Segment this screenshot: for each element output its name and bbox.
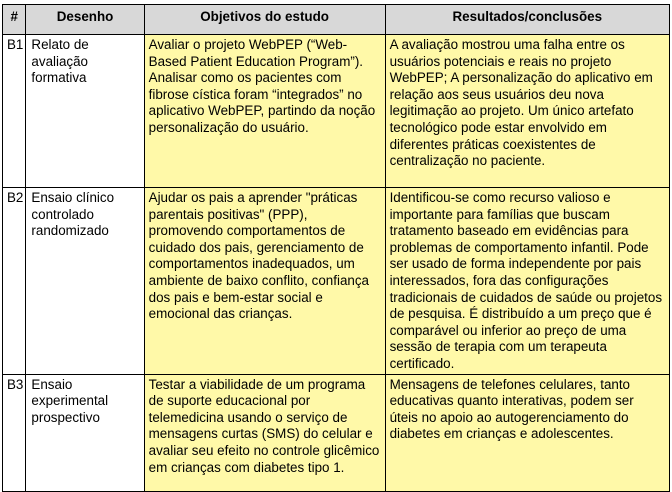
- row-results: A avaliação mostrou uma falha entre os usuários potenciais e reais no projeto WebPEP; A personalização do aplicativo em relação aos seus usuários deu nova legitimação ao projeto. Um único artefato tecnológico pode estar envolvido em diferentes práticas coexistentes de centralização no paciente.: [385, 35, 669, 188]
- table-row: [3, 374, 670, 491]
- row-objectives: Testar a viabilidade de um programa de suporte educacional por telemedicina usando o serviço de mensagens curtas (SMS) do celular e avaliar seu efeito no controle glicêmico em crianças com diabetes tipo 1.: [144, 374, 385, 491]
- row-id: B3: [3, 374, 26, 491]
- header-design: Desenho: [26, 5, 144, 35]
- row-results: Mensagens de telefones celulares, tanto educativas quanto interativas, podem ser úteis no apoio ao autogerenciamento do diabetes em crianças e adolescentes.: [385, 374, 669, 491]
- table-body: [3, 35, 670, 492]
- row-design: Ensaio clínico controlado randomizado: [26, 188, 144, 375]
- row-results: Identificou-se como recurso valioso e importante para famílias que buscam tratamento baseado em evidências para problemas de comportamento infantil. Pode ser usado de forma independente por pais interessados, fora das configurações tradicionais de cuidados de saúde ou projetos de pesquisa. É distribuído a um preço que é comparável ou inferior ao preço de uma sessão de terapia com um terapeuta certificado.: [385, 188, 669, 375]
- row-objectives: Ajudar os pais a aprender "práticas parentais positivas" (PPP), promovendo comportamentos de cuidado dos pais, gerenciamento de comportamentos inadequados, um ambiente de baixo conflito, confiança dos pais e bem-estar social e emocional das crianças.: [144, 188, 385, 375]
- header-results: Resultados/conclusões: [385, 5, 669, 35]
- row-design: Ensaio experimental prospectivo: [26, 374, 144, 491]
- header-objectives: Objetivos do estudo: [144, 5, 385, 35]
- table-header: [3, 5, 670, 35]
- row-id: B1: [3, 35, 26, 188]
- table-row: [3, 188, 670, 375]
- header-num: #: [3, 5, 26, 35]
- row-design: Relato de avaliação formativa: [26, 35, 144, 188]
- row-id: B2: [3, 188, 26, 375]
- header-row: [3, 5, 670, 35]
- table-row: [3, 35, 670, 188]
- row-objectives: Avaliar o projeto WebPEP (“Web-Based Patient Education Program”). Analisar como os pacientes com fibrose cística foram “integrados” no aplicativo WebPEP, partindo da noção personalização do usuário.: [144, 35, 385, 188]
- studies-table: [2, 4, 670, 492]
